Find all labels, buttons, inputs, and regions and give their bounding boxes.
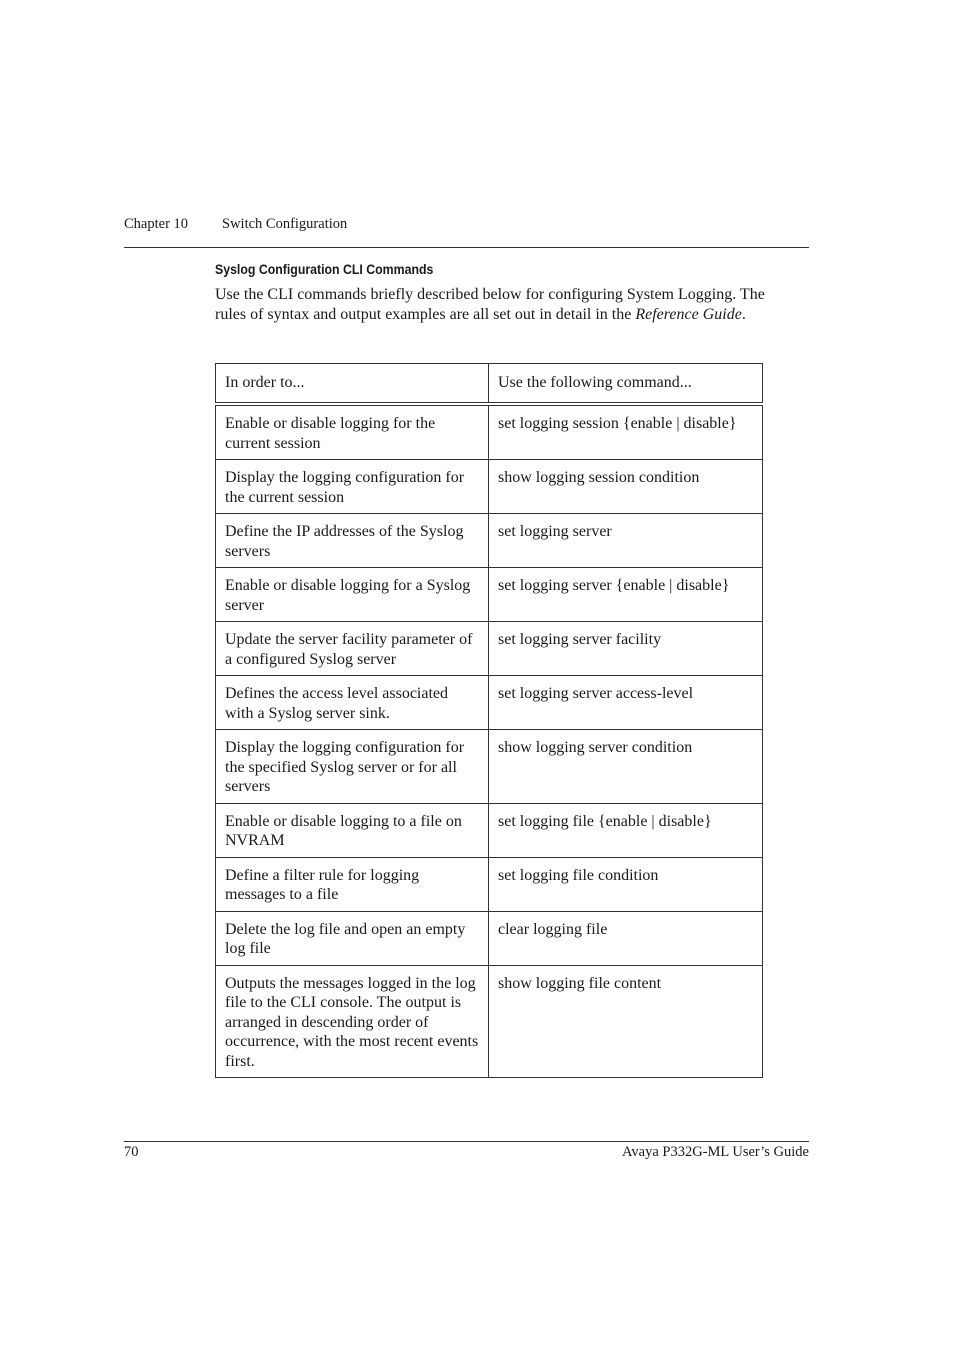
reference-guide-ref: Reference Guide [635,305,742,323]
table-row [216,857,763,911]
table-row [216,965,763,1078]
command-cell: clear logging file [489,911,763,965]
purpose-cell: Outputs the messages logged in the log file to the CLI console. The output is arranged in descending order of occurrence, with the most recent events first. [216,965,489,1078]
purpose-cell: Enable or disable logging for the current session [216,404,489,460]
purpose-cell: Enable or disable logging to a file on NVRAM [216,803,489,857]
command-cell: set logging server facility [489,622,763,676]
table-row [216,404,763,460]
intro-text-end: . [741,305,746,323]
purpose-cell: Define a filter rule for logging messages to a file [216,857,489,911]
purpose-cell: Display the logging configuration for the current session [216,460,489,514]
header-cell-purpose: In order to... [216,364,489,405]
table-row [216,460,763,514]
command-cell: set logging server {enable | disable} [489,568,763,622]
section-title: Syslog Configuration CLI Commands [215,261,434,277]
purpose-cell: Update the server facility parameter of a configured Syslog server [216,622,489,676]
command-cell: show logging file content [489,965,763,1078]
table-header-row [216,364,763,405]
table-row [216,568,763,622]
purpose-cell: Define the IP addresses of the Syslog servers [216,514,489,568]
running-header [124,216,347,233]
table-row [216,803,763,857]
guide-title: Avaya P332G-ML User’s Guide [622,1144,809,1160]
purpose-cell: Display the logging configuration for the specified Syslog server or for all servers [216,730,489,804]
command-cell: set logging file {enable | disable} [489,803,763,857]
table-row [216,730,763,804]
command-cell: show logging session condition [489,460,763,514]
command-cell: set logging file condition [489,857,763,911]
purpose-cell: Enable or disable logging for a Syslog server [216,568,489,622]
page-number: 70 [124,1144,139,1160]
header-cell-command: Use the following command... [489,364,763,405]
cli-commands-table [215,363,763,1078]
command-cell: set logging server [489,514,763,568]
table-row [216,911,763,965]
table-row [216,514,763,568]
purpose-cell: Delete the log file and open an empty log file [216,911,489,965]
intro-text: Use the CLI commands briefly described below for configuring System Logging. The rules of syntax and output examples are all set out in detail in the [215,286,765,323]
intro-paragraph [215,285,795,324]
command-cell: show logging server condition [489,730,763,804]
purpose-cell: Defines the access level associated with a Syslog server sink. [216,676,489,730]
chapter-number: Chapter 10 [124,216,189,232]
header-rule [124,247,809,248]
command-cell: set logging session {enable | disable} [489,404,763,460]
table-row [216,676,763,730]
footer-rule [124,1141,809,1142]
table-row [216,622,763,676]
command-cell: set logging server access-level [489,676,763,730]
chapter-title: Switch Configuration [222,216,348,232]
